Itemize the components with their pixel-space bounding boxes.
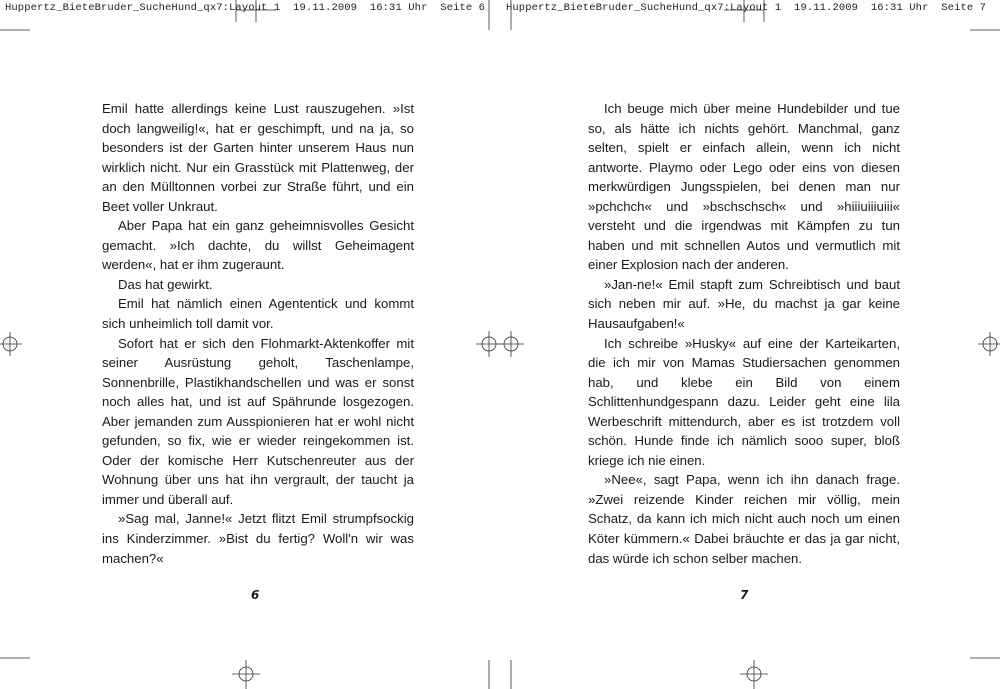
page-number: 7	[740, 588, 749, 602]
print-slug: Huppertz_BieteBruder_SucheHund_qx7:Layout 1 19.11.2009 16:31 Uhr Seite 7	[506, 2, 987, 14]
paragraph: Ich schreibe »Husky« auf eine der Karteikarten, die ich mir von Mamas Studiersachen genommen hab, und klebe ein Bild von einem Schlittenhundgespann dazu. Leider geht eine lila Werbeschrift mittendurch, aber es ist trotzdem voll schön. Hunde finde ich nämlich sooo super, bloß kriege ich nie einen.	[588, 335, 900, 468]
paragraph: »Jan-ne!« Emil stapft zum Schreibtisch und baut sich neben mir auf. »He, du machst ja gar keine Hausaufgaben!«	[588, 276, 900, 332]
paragraph: Emil hatte allerdings keine Lust rauszugehen. »Ist doch langweilig!«, hat er geschimpft, und na ja, so besonders ist der Garten hinter unserem Haus nun wirklich nicht. Nur ein Grasstück mit Plattenweg, der an den Mülltonnen vorbei zur Straße führt, und ein Beet voller Unkraut.	[102, 101, 414, 214]
body-text	[588, 99, 900, 568]
paragraph: Ich beuge mich über meine Hundebilder und tue so, als hätte ich nichts gehört. Manchmal, ganz selten, spielt er einfach allein, wenn ich nicht antworte. Playmo oder Lego oder eins von diesen merkwürdigen Jungsspielen, bei denen man nur »pchchch« und »bschschsch« und »hiiiuiiiuiii« versteht und die irgendwas mit Kämpfen zu tun haben und mit schnellen Autos und vermutlich mit einer Explosion nach der anderen.	[588, 101, 900, 273]
paragraph: Emil hat nämlich einen Agententick und kommt sich unheimlich toll damit vor.	[102, 296, 414, 332]
body-text	[102, 99, 414, 568]
paragraph: Sofort hat er sich den Flohmarkt-Aktenkoffer mit seiner Ausrüstung geholt, Taschenlampe, Sonnenbrille, Plastikhandschellen und was er sonst noch alles hat, und ist auf Spährunde losgezogen. Aber jemanden zum Ausspionieren hat er wohl nicht gefunden, so fix, wie er wieder reingekommen ist. Oder der komische Herr Kutschenreuter aus der Wohnung über uns hat ihn vergrault, der taucht ja immer und überall auf.	[102, 335, 414, 507]
print-slug: Huppertz_BieteBruder_SucheHund_qx7:Layout 1 19.11.2009 16:31 Uhr Seite 6	[5, 2, 486, 14]
paragraph: »Nee«, sagt Papa, wenn ich ihn danach frage. »Zwei reizende Kinder reichen mir völlig, mein Schatz, da kann ich mich nicht auch noch um einen Köter kümmern.« Dabei bräuchte er das ja gar nicht, das würde ich schon selber machen.	[588, 472, 900, 566]
paragraph: Aber Papa hat ein ganz geheimnisvolles Gesicht gemacht. »Ich dachte, du willst Geheimagent werden«, hat er ihm zugeraunt.	[102, 218, 414, 273]
paragraph: »Sag mal, Janne!« Jetzt flitzt Emil strumpfsockig ins Kinderzimmer. »Bist du fertig? Woll'n wir was machen?«	[102, 511, 414, 566]
paragraph: Das hat gewirkt.	[118, 276, 213, 292]
right-page	[500, 0, 1000, 689]
page-number: 6	[251, 588, 260, 602]
